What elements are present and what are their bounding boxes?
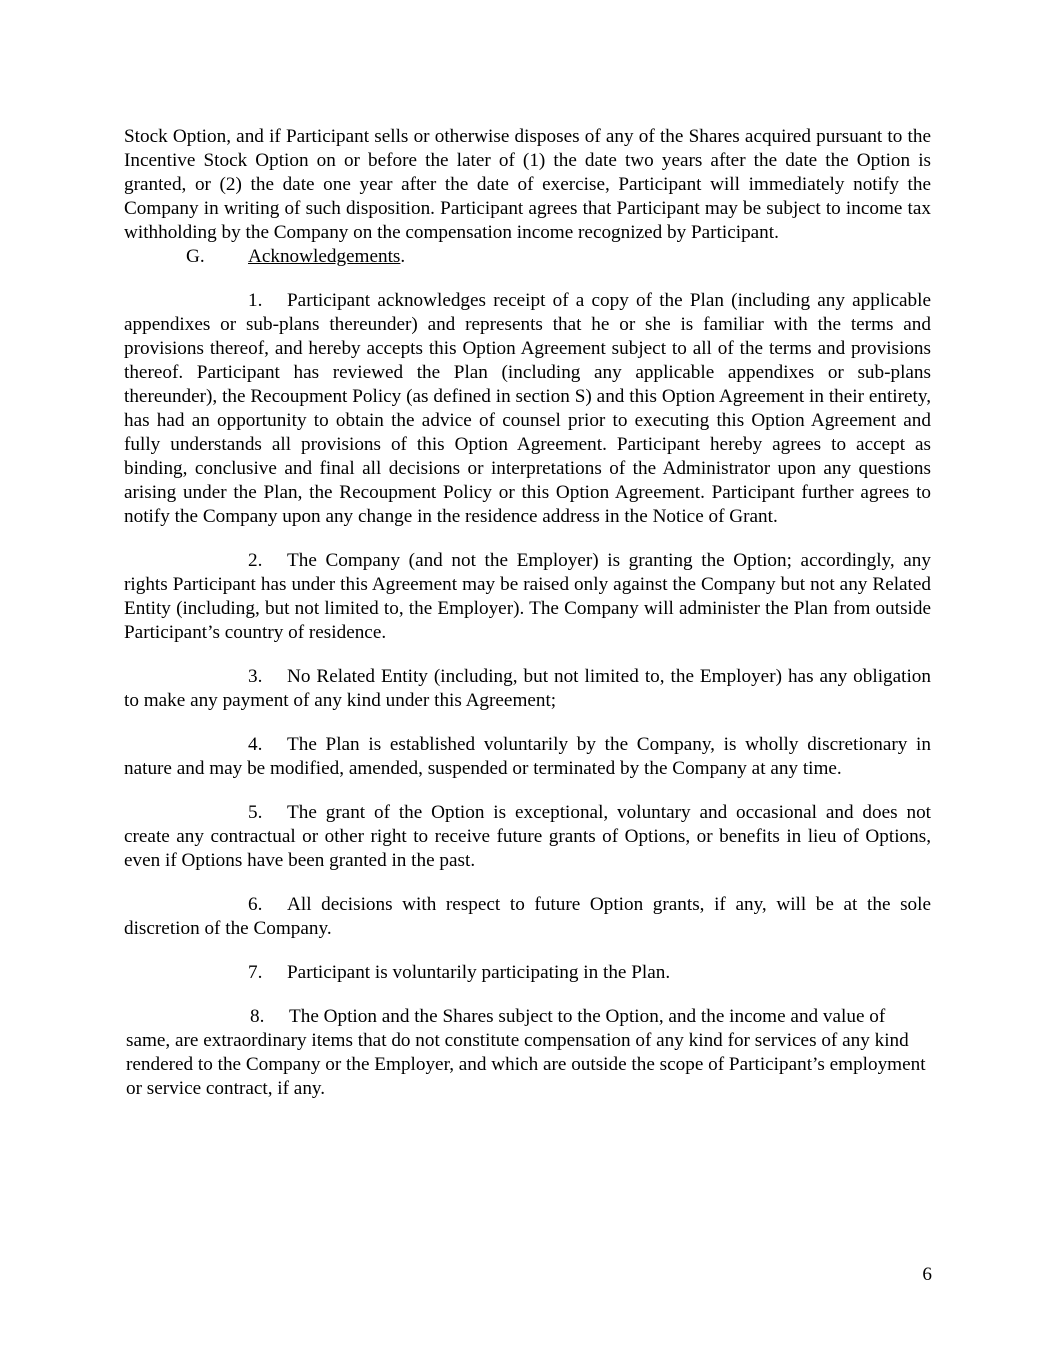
list-item <box>124 665 931 713</box>
list-item <box>124 733 931 781</box>
list-item <box>124 289 931 529</box>
list-item <box>124 893 931 941</box>
item-text: The grant of the Option is exceptional, voluntary and occasional and does not create any contractual or other right to receive future grants of Options, or benefits in lieu of Options, even if Options have been granted in the past. <box>124 802 931 871</box>
item-text: No Related Entity (including, but not limited to, the Employer) has any obligation to make any payment of any kind under this Agreement; <box>124 666 931 711</box>
section-title: Acknowledgements <box>248 246 401 267</box>
list-item <box>124 801 931 873</box>
item-text: Participant acknowledges receipt of a copy of the Plan (including any applicable appendixes or sub-plans thereunder) and represents that he or she is familiar with the terms and provisions thereof, and hereby accepts this Option Agreement subject to all of the terms and provisions thereof. Participant has reviewed the Plan (including any applicable appendixes or sub-plans thereunder), the Recoupment Policy (as defined in section S) and this Option Agreement in their entirety, has had an opportunity to obtain the advice of counsel prior to executing this Option Agreement and fully understands all provisions of this Option Agreement. Participant hereby agrees to accept as binding, conclusive and final all decisions or interpretations of the Administrator upon any questions arising under the Plan, the Recoupment Policy or this Option Agreement. Participant further agrees to notify the Company upon any change in the residence address in the Notice of Grant. <box>124 290 931 527</box>
item-text: The Plan is established voluntarily by the Company, is wholly discretionary in nature and may be modified, amended, suspended or terminated by the Company at any time. <box>124 734 931 779</box>
list-item <box>124 1005 931 1101</box>
section-title-suffix: . <box>400 246 406 267</box>
item-number: 8. <box>250 1006 265 1027</box>
item-text: All decisions with respect to future Option grants, if any, will be at the sole discretion of the Company. <box>124 894 931 939</box>
item-text: The Company (and not the Employer) is granting the Option; accordingly, any rights Participant has under this Agreement may be raised only against the Company but not any Related Entity (including, but not limited to, the Employer). The Company will administer the Plan from outside Participant’s country of residence. <box>124 550 931 643</box>
section-heading <box>124 245 931 269</box>
item-number: 6. <box>248 894 263 915</box>
list-item <box>124 549 931 645</box>
section-letter: G. <box>186 246 205 267</box>
item-text: Participant is voluntarily participating in the Plan. <box>287 962 671 983</box>
page-number: 6 <box>922 1264 932 1285</box>
document-body <box>124 125 931 1101</box>
item-number: 4. <box>248 734 263 755</box>
item-number: 3. <box>248 666 263 687</box>
item-text: The Option and the Shares subject to the Option, and the income and value of same, are extraordinary items that do not constitute compensation of any kind for services of any kind rendered to the Company or the Employer, and which are outside the scope of Participant’s employment or service contract, if any. <box>126 1006 926 1099</box>
item-number: 1. <box>248 290 263 311</box>
intro-paragraph: Stock Option, and if Participant sells or otherwise disposes of any of the Shares acquired pursuant to the Incentive Stock Option on or before the later of (1) the date two years after the date the Option is granted, or (2) the date one year after the date of exercise, Participant will immediately notify the Company in writing of such disposition. Participant agrees that Participant may be subject to income tax withholding by the Company on the compensation income recognized by Participant. <box>124 126 931 243</box>
item-number: 5. <box>248 802 263 823</box>
item-number: 2. <box>248 550 263 571</box>
item-number: 7. <box>248 962 263 983</box>
list-item <box>124 961 931 985</box>
